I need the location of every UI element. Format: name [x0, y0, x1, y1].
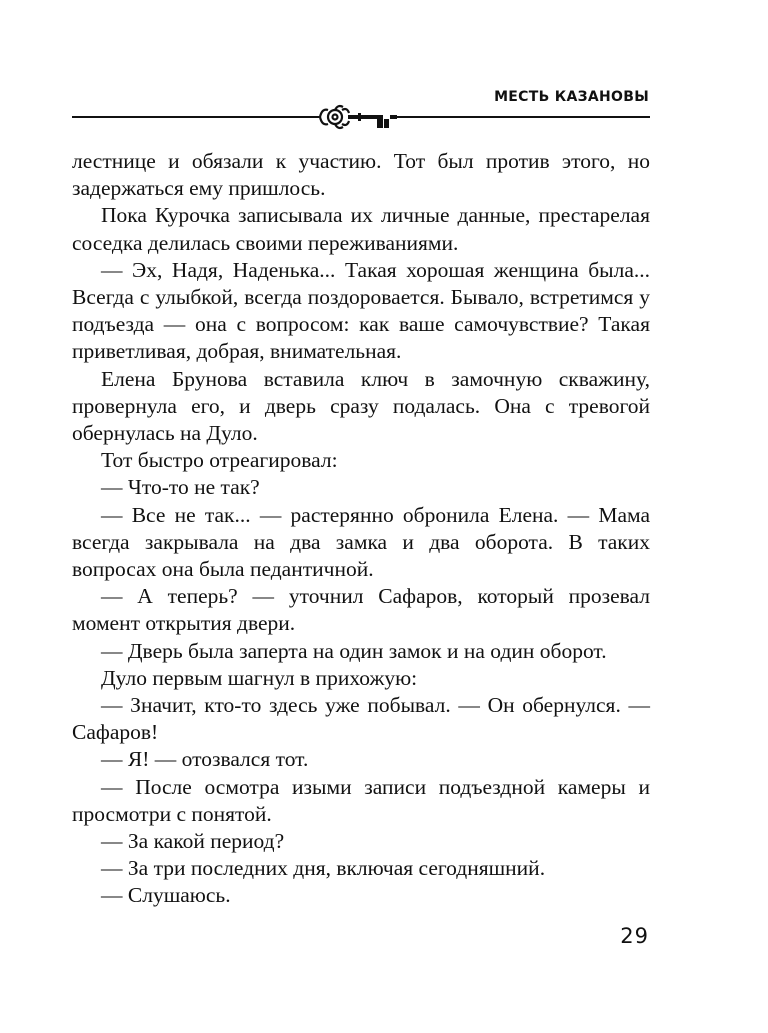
page-number: 29 — [620, 924, 649, 948]
paragraph: — После осмотра изыми записи подъездной камеры и просмотри с понятой. — [72, 774, 650, 826]
paragraph: — Все не так... — растерянно обронила Елена. — Мама всегда закрывала на два замка и два оборота. В таких вопросах она была педантичной. — [72, 502, 650, 582]
paragraph: — За какой период? — [101, 829, 285, 854]
paragraph: — Значит, кто-то здесь уже побывал. — Он обернулся. — Сафаров! — [72, 693, 650, 745]
paragraph: — А теперь? — уточнил Сафаров, который прозевал момент открытия двери. — [72, 584, 650, 636]
paragraph: лестнице и обязали к участию. Тот был против этого, но задержаться ему пришлось. — [72, 149, 650, 201]
paragraph: Пока Курочка записывала их личные данные, престарелая соседка делилась своими переживаниями. — [72, 203, 650, 255]
paragraph: — Дверь была заперта на один замок и на один оборот. — [101, 638, 607, 663]
paragraph: — Я! — отозвался тот. — [101, 747, 309, 772]
paragraph: — Слушаюсь. — [101, 883, 231, 908]
paragraph: Елена Брунова вставила ключ в замочную скважину, провернула его, и дверь сразу подалась. Она с тревогой обернулась на Дуло. — [72, 366, 650, 446]
paragraph: — За три последних дня, включая сегодняшний. — [101, 856, 546, 881]
key-ornament-icon — [72, 104, 650, 132]
body-text — [72, 148, 650, 910]
paragraph: Дуло первым шагнул в прихожую: — [101, 665, 418, 690]
paragraph: Тот быстро отреагировал: — [101, 448, 338, 473]
paragraph: — Эх, Надя, Наденька... Такая хорошая женщина была... Всегда с улыбкой, всегда поздоровается. Бывало, встретимся у подъезда — она с вопросом: как ваше самочувствие? Такая приветливая, добрая, внимательная. — [72, 257, 650, 364]
paragraph: — Что-то не так? — [101, 475, 260, 500]
running-title: МЕСТЬ КАЗАНОВЫ — [494, 89, 649, 105]
